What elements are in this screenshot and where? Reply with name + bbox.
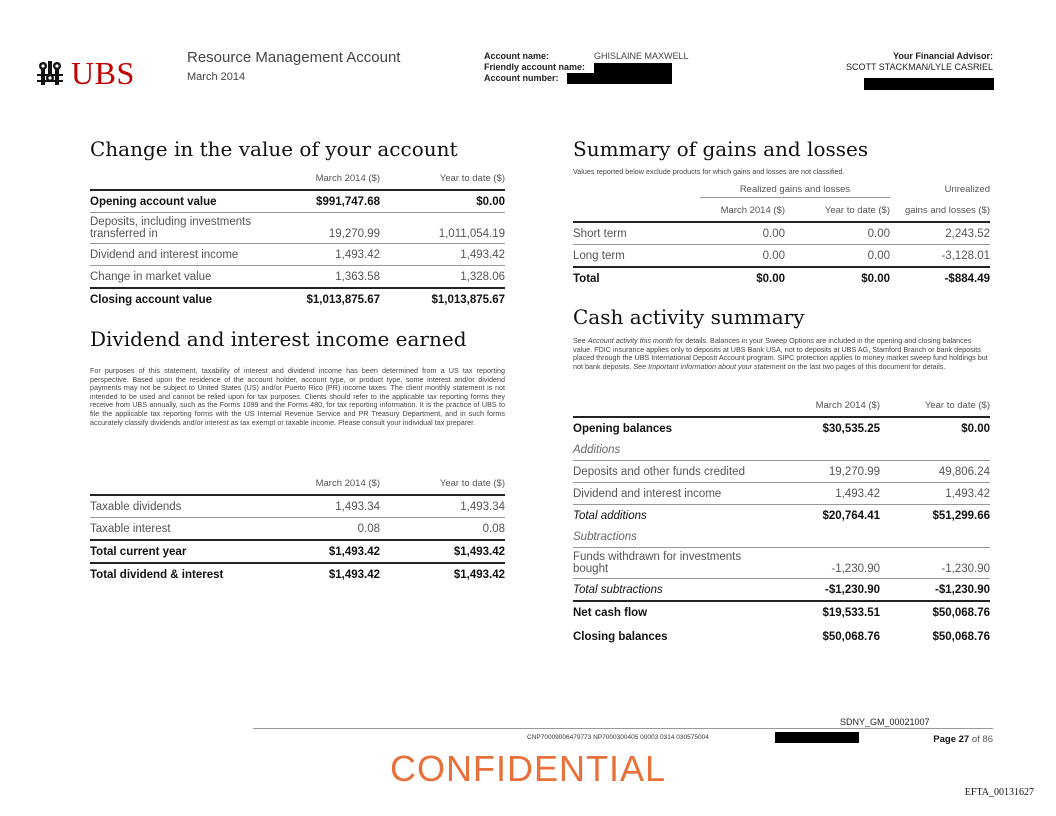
row-label: Long term: [573, 245, 700, 268]
table-row: [90, 495, 505, 518]
financial-advisor: [846, 51, 993, 73]
document-code: CNP70009006479773 NP7000300405 00003 0314 030575004: [527, 734, 709, 741]
row-value: $991,747.68: [280, 190, 380, 213]
row-value: $0.00: [785, 267, 890, 289]
change-section-title: Change in the value of your account: [90, 137, 458, 161]
column-header: March 2014 ($): [720, 204, 785, 216]
row-value: 1,493.42: [280, 244, 380, 266]
account-name-label: Account name:: [484, 51, 550, 61]
column-header: gains and losses ($): [904, 204, 990, 216]
row-label: Short term: [573, 222, 700, 245]
row-value: $51,299.66: [880, 505, 990, 527]
row-value: 0.08: [380, 518, 505, 541]
unrealized-header: Unrealized: [944, 184, 990, 195]
efta-number: EFTA_00131627: [964, 787, 1034, 798]
row-value: 19,270.99: [770, 461, 880, 483]
table-row: [573, 245, 990, 268]
row-label: Net cash flow: [573, 601, 770, 623]
row-label: Opening balances: [573, 417, 770, 439]
row-value: 0.00: [785, 222, 890, 245]
table-row: [90, 288, 505, 310]
table-row: [90, 266, 505, 289]
table-header-row: [90, 167, 505, 190]
row-value: 2,243.52: [890, 222, 990, 245]
row-value: $20,764.41: [770, 505, 880, 527]
statement-date: March 2014: [187, 71, 246, 83]
subtractions-label: Subtractions: [573, 530, 637, 543]
row-label: Change in market value: [90, 266, 280, 289]
row-value: 1,328.06: [380, 266, 505, 289]
table-row: [90, 213, 505, 244]
row-label: Taxable dividends: [90, 495, 280, 518]
row-label: Total dividend & interest: [90, 563, 280, 585]
row-value: $1,013,875.67: [280, 288, 380, 310]
redaction-bar: [775, 732, 859, 743]
row-value: 1,493.34: [280, 495, 380, 518]
table-header-row: [573, 199, 990, 222]
row-value: 1,493.42: [380, 244, 505, 266]
row-value: -$1,230.90: [770, 579, 880, 602]
row-value: 0.00: [700, 245, 785, 268]
cash-note: See Account activity this month for details. Balances in your Sweep Options are included in the opening and closing balances value. FDIC insurance applies only to deposits at UBS Bank USA, not to deposits at UBS AG, Stamford Branch or bank deposits placed through the UBS International Deposit Account program. SIPC protection applies to money market sweep fund holdings but not bank deposits. See Important information about your statement on the last two pages of this document for details.: [573, 336, 988, 371]
ubs-wordmark: UBS: [71, 55, 135, 91]
statement-title: Resource Management Account: [187, 49, 401, 66]
dividend-table: [90, 472, 505, 585]
ubs-keys-icon: [33, 56, 67, 90]
column-header: March 2014 ($): [815, 399, 880, 411]
row-label: Opening account value: [90, 190, 280, 213]
redaction-bar: [567, 73, 672, 84]
additions-label: Additions: [573, 443, 621, 456]
column-header: Year to date ($): [824, 204, 890, 216]
row-value: $1,493.42: [380, 563, 505, 585]
row-value: $1,013,875.67: [380, 288, 505, 310]
row-value: -1,230.90: [880, 548, 990, 579]
advisor-label: Your Financial Advisor:: [892, 51, 993, 61]
row-value: -$884.49: [890, 267, 990, 289]
row-label: Total current year: [90, 540, 280, 563]
row-label: Total: [573, 267, 700, 289]
row-value: 1,011,054.19: [380, 213, 505, 244]
bates-number: SDNY_GM_00021007: [840, 717, 930, 727]
row-label: Total additions: [573, 505, 770, 527]
table-row: [573, 417, 990, 439]
advisor-name: SCOTT STACKMAN/LYLE CASRIEL: [845, 62, 993, 72]
table-row: [573, 579, 990, 602]
row-label: Deposits, including investments transferred in: [90, 213, 280, 244]
row-value: $1,493.42: [380, 540, 505, 563]
row-value: 1,363.58: [280, 266, 380, 289]
column-header: Year to date ($): [924, 399, 990, 411]
ubs-logo: [33, 56, 163, 96]
row-value: $30,535.25: [770, 417, 880, 439]
footer-rule: [253, 728, 993, 729]
table-row: [90, 190, 505, 213]
dividend-disclaimer: For purposes of this statement, taxability of interest and dividend income has been determined from a US tax reporting perspective. Based upon the residence of the account holder, account type, or product type, some interest and/or dividend payments may not be subject to United States (US) and/or Puerto Rico (PR) income taxes. The client monthly statement is not intended to be used and cannot be relied upon for tax purposes. Clients should refer to the applicable tax reporting forms they receive from UBS annually, such as the Forms 1099 and the Forms 480, for tax reporting information. It is the practice of UBS to file the applicable tax reporting forms with the US Internal Revenue Service and PR Treasury Department, and in such forms accurately classify dividends and/or interest as tax exempt or taxable income. Please consult your individual tax preparer.: [90, 366, 505, 427]
row-value: 0.08: [280, 518, 380, 541]
row-value: $0.00: [880, 417, 990, 439]
friendly-name-label: Friendly account name:: [484, 62, 586, 72]
row-label: Total subtractions: [573, 579, 770, 602]
cash-section-title: Cash activity summary: [573, 305, 805, 329]
account-name-value: GHISLAINE MAXWELL: [594, 51, 689, 61]
row-value: $1,493.42: [280, 540, 380, 563]
gains-table: [573, 199, 990, 289]
change-table: [90, 167, 505, 310]
row-value: -$1,230.90: [880, 579, 990, 602]
column-header: March 2014 ($): [315, 477, 380, 489]
row-label: Dividend and interest income: [90, 244, 280, 266]
row-value: 1,493.42: [770, 483, 880, 505]
page-number: Page 27 of 86: [933, 734, 993, 745]
row-value: $50,068.76: [880, 601, 990, 623]
row-value: $19,533.51: [770, 601, 880, 623]
gains-note: Values reported below exclude products for which gains and losses are not classified.: [573, 167, 845, 176]
table-row: [573, 548, 990, 579]
row-value: $0.00: [700, 267, 785, 289]
row-value: $50,068.76: [822, 631, 880, 643]
row-label: Closing account value: [90, 288, 280, 310]
table-row: [573, 222, 990, 245]
table-row: [90, 540, 505, 563]
row-value: 1,493.42: [880, 483, 990, 505]
confidential-stamp: CONFIDENTIAL: [390, 748, 667, 789]
realized-header-rule: [700, 197, 890, 198]
row-value: 49,806.24: [880, 461, 990, 483]
table-row: [573, 526, 990, 548]
row-value: $0.00: [380, 190, 505, 213]
row-label: Funds withdrawn for investments bought: [573, 548, 770, 579]
column-header: Year to date ($): [439, 477, 505, 489]
table-row: [573, 461, 990, 483]
column-header: March 2014 ($): [315, 172, 380, 184]
row-value: -1,230.90: [770, 548, 880, 579]
table-row: [573, 505, 990, 527]
table-row: [573, 439, 990, 461]
table-row: [573, 623, 990, 651]
account-number-label: Account number:: [484, 73, 559, 83]
row-label: Closing balances: [573, 631, 668, 643]
row-label: Dividend and interest income: [573, 483, 770, 505]
redaction-bar: [864, 78, 994, 90]
table-row: [90, 518, 505, 541]
row-value: 0.00: [700, 222, 785, 245]
table-row: [573, 601, 990, 623]
row-label: Taxable interest: [90, 518, 280, 541]
table-header-row: [90, 472, 505, 495]
row-value: 0.00: [785, 245, 890, 268]
row-label: Deposits and other funds credited: [573, 461, 770, 483]
table-row: [573, 483, 990, 505]
column-header: Year to date ($): [439, 172, 505, 184]
row-value: -3,128.01: [890, 245, 990, 268]
dividend-section-title: Dividend and interest income earned: [90, 327, 467, 351]
row-value: $50,068.76: [932, 631, 990, 643]
row-value: 1,493.34: [380, 495, 505, 518]
table-row: [573, 267, 990, 289]
gains-section-title: Summary of gains and losses: [573, 137, 869, 161]
row-value: $1,493.42: [280, 563, 380, 585]
table-row: [90, 244, 505, 266]
table-row: [90, 563, 505, 585]
row-value: 19,270.99: [280, 213, 380, 244]
cash-table: [573, 394, 990, 651]
realized-header: Realized gains and losses: [739, 184, 851, 195]
table-header-row: [573, 394, 990, 417]
